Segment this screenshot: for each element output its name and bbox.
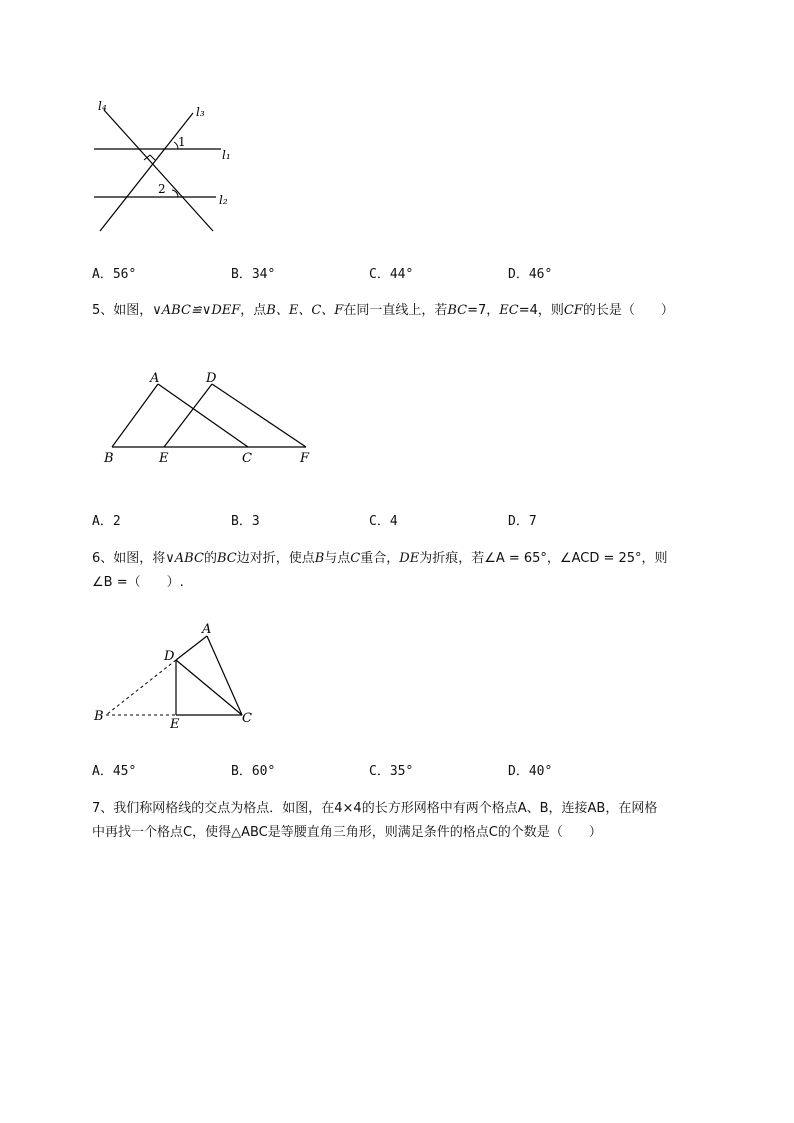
q7-line-1: 7、我们称网格线的交点为格点．如图，在4×4的长方形网格中有两个格点A、B，连接AB，在网格	[92, 801, 658, 816]
line-ab	[112, 384, 158, 447]
label-A: A	[202, 622, 212, 637]
q5-option-d[interactable]: D．7	[508, 514, 537, 529]
q5-congruence: ∨ABC≌∨DEF	[152, 303, 241, 318]
q6-option-a[interactable]: A．45°	[92, 764, 137, 779]
label-angle-1: 1	[178, 135, 186, 149]
q5-mid: ，点	[240, 303, 267, 318]
figure-congruent-triangles	[100, 366, 330, 466]
q5-bc: BC	[447, 303, 468, 318]
q5-ec: EC	[499, 303, 519, 318]
line-dc	[176, 660, 242, 715]
label-C: C	[242, 711, 252, 726]
label-angle-2: 2	[158, 182, 166, 196]
figure-folded-triangle	[90, 618, 265, 733]
label-D: D	[164, 649, 175, 664]
label-B: B	[104, 451, 114, 466]
label-l1: l₁	[222, 148, 231, 162]
q6-part-f: 为折痕，若∠A = 65°，∠ACD = 25°，则	[419, 551, 668, 566]
label-l4: l₄	[98, 99, 107, 113]
q5-option-b[interactable]: B．3	[231, 514, 260, 529]
label-E: E	[159, 451, 169, 466]
q5-option-c[interactable]: C．4	[369, 514, 398, 529]
label-C: C	[242, 451, 252, 466]
label-E: E	[170, 717, 180, 732]
q6-line-1	[92, 547, 668, 571]
line-l3	[100, 113, 193, 231]
q5-text	[92, 299, 674, 323]
figure-parallel-lines	[88, 98, 248, 238]
q6-line-2: ∠B =（ ）.	[92, 575, 184, 590]
q6-part-a: 6、如图，将	[92, 551, 166, 566]
q6-bc: BC	[216, 551, 237, 566]
q5-ec-value: =4，则	[518, 303, 564, 318]
q5-points: B、E、C、F	[266, 303, 344, 318]
q5-cond: 在同一直线上，若	[343, 303, 448, 318]
label-A: A	[150, 371, 160, 386]
q5-cf: CF	[563, 303, 583, 318]
q4-option-d[interactable]: D．46°	[508, 267, 553, 282]
q6-part-e: 重合，	[360, 551, 400, 566]
q6-part-d: 与点	[324, 551, 351, 566]
q6-de: DE	[399, 551, 420, 566]
q6-part-b: 的	[203, 551, 217, 566]
label-F: F	[300, 451, 310, 466]
q6-part-c: 边对折，使点	[236, 551, 315, 566]
label-l2: l₂	[219, 193, 228, 207]
q5-prefix: 5、如图，	[92, 303, 153, 318]
q6-option-c[interactable]: C．35°	[369, 764, 414, 779]
q6-option-d[interactable]: D．40°	[508, 764, 553, 779]
label-B: B	[94, 709, 104, 724]
line-df	[212, 384, 306, 447]
line-da	[176, 636, 207, 660]
q5-option-a[interactable]: A．2	[92, 514, 121, 529]
label-l3: l₃	[196, 105, 205, 119]
q6-triangle: ∨ABC	[165, 551, 204, 566]
line-l4	[104, 110, 213, 231]
q4-option-a[interactable]: A．56°	[92, 267, 137, 282]
q6-point-b: B	[314, 551, 325, 566]
line-db-dashed	[106, 660, 176, 715]
q5-suffix: 的长是（ ）	[582, 303, 674, 318]
q7-text	[92, 797, 657, 845]
line-ac	[207, 636, 242, 715]
label-D: D	[206, 371, 217, 386]
q6-text	[92, 547, 668, 595]
q6-point-c: C	[350, 551, 361, 566]
q5-bc-value: =7，	[467, 303, 500, 318]
q4-option-b[interactable]: B．34°	[231, 267, 276, 282]
q7-line-2: 中再找一个格点C，使得△ABC是等腰直角三角形，则满足条件的格点C的个数是（ ）	[92, 825, 602, 840]
q4-option-c[interactable]: C．44°	[369, 267, 414, 282]
q6-option-b[interactable]: B．60°	[231, 764, 276, 779]
